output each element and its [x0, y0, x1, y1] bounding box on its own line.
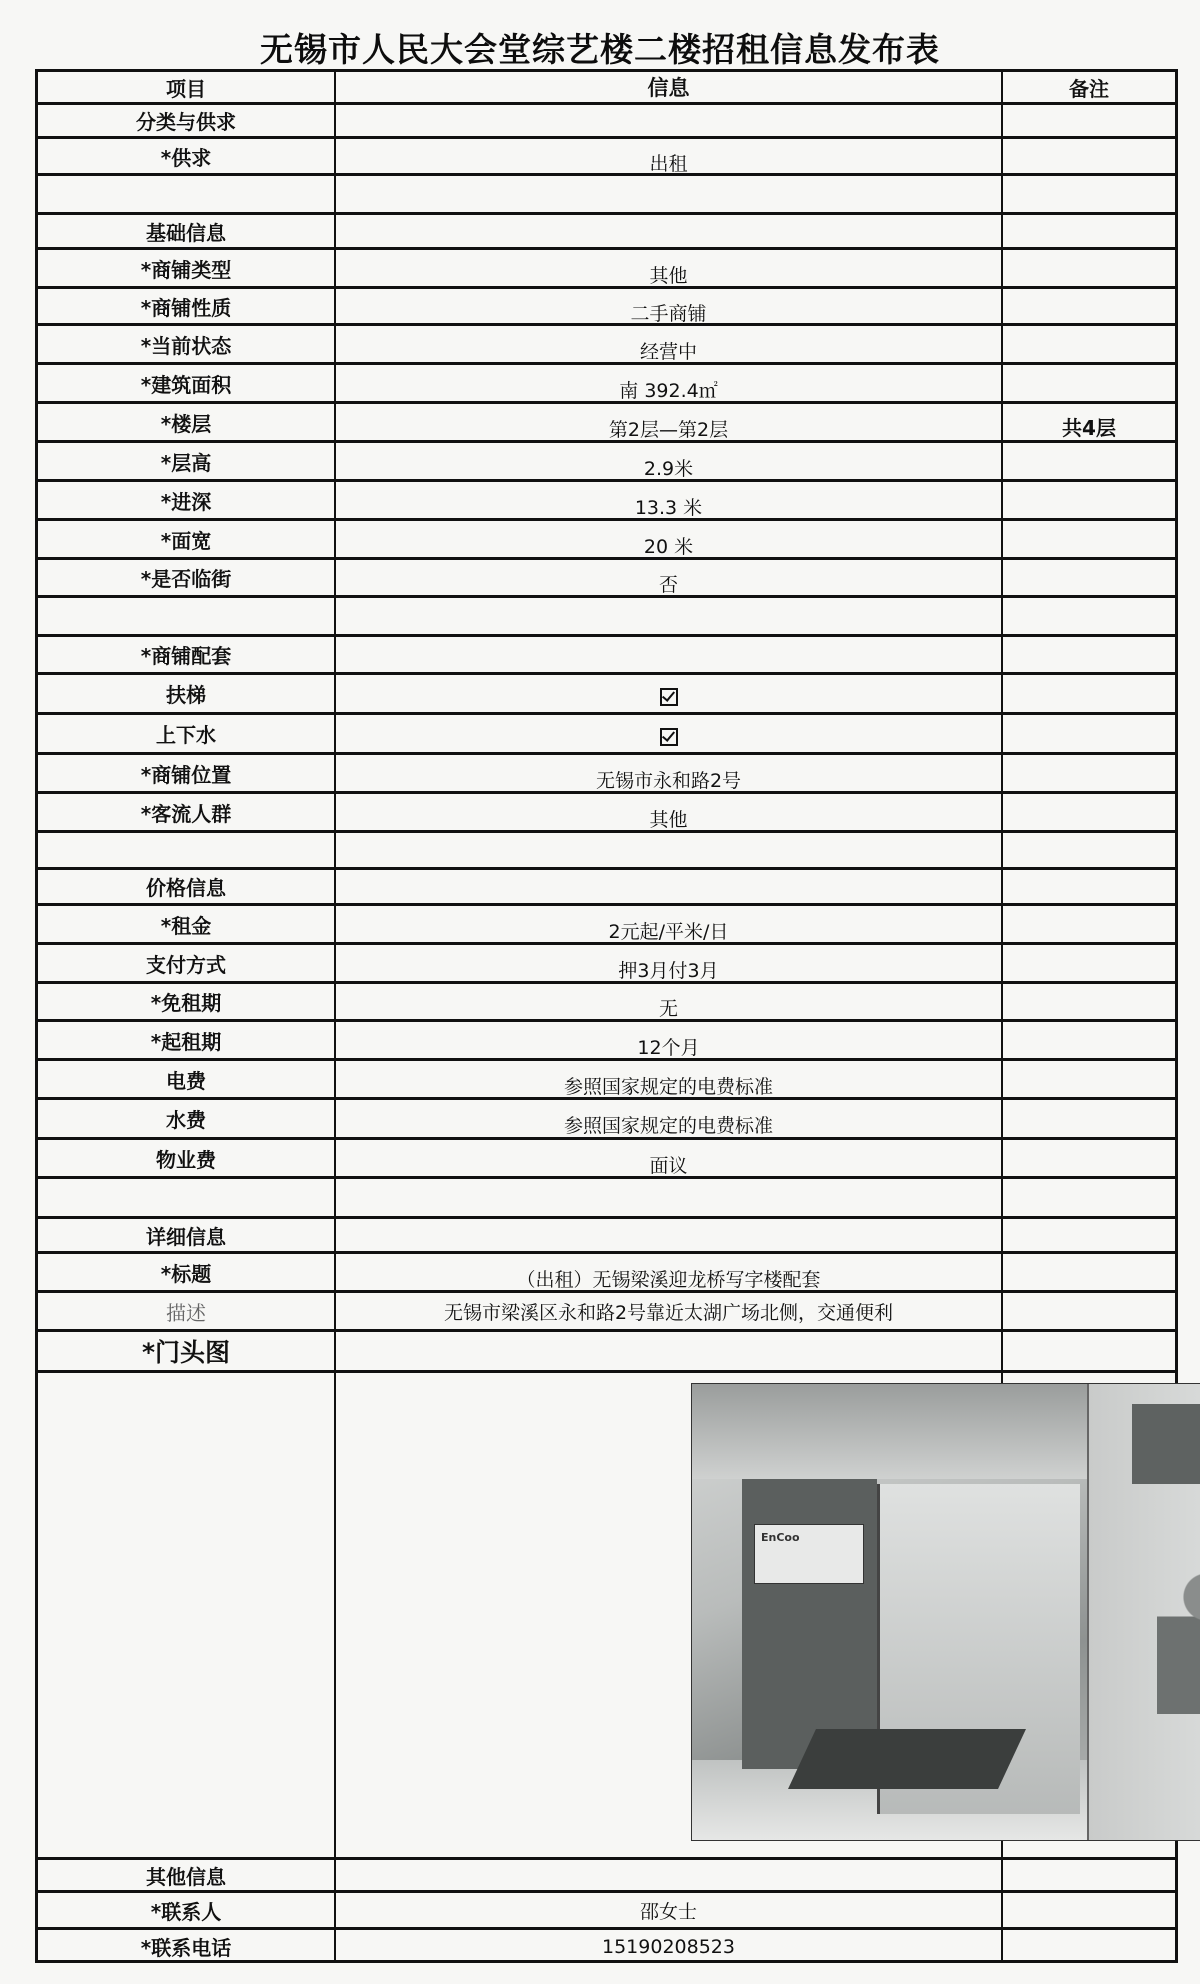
table-row: [38, 1100, 1175, 1140]
table-row: [38, 326, 1175, 365]
row-label: *起租期: [38, 1022, 336, 1058]
row-label: *商铺位置: [38, 755, 336, 791]
row-label: *门头图: [38, 1332, 336, 1370]
row-value: 二手商铺: [630, 302, 707, 325]
row-label: *客流人群: [38, 794, 336, 830]
row-value: 2元起/平米/日: [608, 920, 729, 943]
row-value: 13.3 米: [634, 496, 703, 519]
row-label: 物业费: [38, 1140, 336, 1176]
water-checkbox-icon[interactable]: [660, 728, 678, 746]
table-row: [38, 1893, 1175, 1930]
table-row-section-basic: [38, 215, 1175, 250]
table-row-photo: [38, 1373, 1175, 1860]
row-value: 参照国家规定的电费标准: [563, 1075, 773, 1098]
table-row: [38, 637, 1175, 675]
header-item: 项目: [38, 72, 336, 102]
row-label: *租金: [38, 906, 336, 942]
table-row-section-detail: [38, 1219, 1175, 1254]
table-row: [38, 715, 1175, 755]
table-row: [38, 443, 1175, 482]
table-row: [38, 1140, 1175, 1179]
header-remark: 备注: [1069, 76, 1109, 101]
table-row: [38, 1293, 1175, 1332]
row-value: 15190208523: [602, 1935, 735, 1958]
row-value: 其他: [649, 808, 688, 831]
row-label: 其他信息: [38, 1860, 336, 1890]
row-label: *供求: [38, 139, 336, 173]
rental-info-table: [35, 69, 1178, 1963]
table-row: [38, 521, 1175, 560]
row-value: 无: [658, 998, 678, 1020]
row-value: 面议: [649, 1154, 688, 1177]
row-label: 水费: [38, 1100, 336, 1137]
row-value: 出租: [649, 152, 688, 175]
row-label: 分类与供求: [38, 105, 336, 136]
table-row-blank: [38, 176, 1175, 215]
table-row-blank: [38, 1179, 1175, 1219]
table-row: [38, 365, 1175, 404]
header-info: 信息: [336, 72, 1003, 102]
row-value: 无锡市永和路2号: [595, 769, 742, 792]
table-row: [38, 1022, 1175, 1061]
row-label: 基础信息: [38, 215, 336, 247]
table-row-section-other: [38, 1860, 1175, 1893]
row-value: 无锡市梁溪区永和路2号靠近太湖广场北侧，交通便利: [443, 1301, 894, 1324]
row-label: *商铺类型: [38, 250, 336, 286]
document-title: 无锡市人民大会堂综艺楼二楼招租信息发布表: [260, 30, 940, 69]
table-row-section-classification: [38, 105, 1175, 139]
table-row: [38, 794, 1175, 833]
row-value: 否: [658, 574, 678, 596]
storefront-sign: EnCoo: [754, 1524, 864, 1584]
escalator-checkbox-icon[interactable]: [660, 688, 678, 706]
row-value: 第2层—第2层: [608, 418, 729, 441]
table-row: [38, 250, 1175, 289]
table-row: [38, 139, 1175, 176]
table-row: [38, 1332, 1175, 1373]
row-value: 押3月付3月: [618, 959, 719, 982]
table-row: [38, 675, 1175, 715]
row-label: *联系电话: [38, 1930, 336, 1963]
table-row: [38, 404, 1175, 443]
row-value: （出租）无锡梁溪迎龙桥写字楼配套: [516, 1268, 821, 1291]
row-label: *联系人: [38, 1893, 336, 1927]
table-row: [38, 1061, 1175, 1100]
row-label: 价格信息: [38, 870, 336, 903]
table-header-row: [38, 72, 1175, 105]
table-row: [38, 289, 1175, 326]
row-label: *商铺配套: [38, 637, 336, 672]
row-label: *进深: [38, 482, 336, 518]
row-label: 详细信息: [38, 1219, 336, 1251]
row-value: 12个月: [637, 1036, 700, 1059]
row-label: *楼层: [38, 404, 336, 440]
row-label: *是否临街: [38, 560, 336, 595]
row-label: *建筑面积: [38, 365, 336, 401]
row-value: 2.9米: [643, 457, 694, 480]
row-label: 描述: [38, 1293, 336, 1329]
row-label: 扶梯: [38, 675, 336, 712]
table-row: [38, 945, 1175, 984]
row-value: 其他: [649, 264, 688, 287]
row-value: 20 米: [643, 535, 694, 558]
row-label: *标题: [38, 1254, 336, 1290]
row-value: 南 392.4㎡: [619, 379, 718, 402]
row-remark: 共4层: [1062, 415, 1116, 440]
row-value: 邵女士: [639, 1900, 697, 1923]
table-row: [38, 1930, 1175, 1963]
row-label: *商铺性质: [38, 289, 336, 323]
row-label: *面宽: [38, 521, 336, 557]
table-row: [38, 560, 1175, 598]
table-row-section-price: [38, 870, 1175, 906]
row-label: 支付方式: [38, 945, 336, 981]
table-row: [38, 984, 1175, 1022]
table-row: [38, 1254, 1175, 1293]
table-row: [38, 755, 1175, 794]
row-label: 电费: [38, 1061, 336, 1097]
row-label: *当前状态: [38, 326, 336, 362]
row-value: 参照国家规定的电费标准: [563, 1115, 773, 1137]
row-label: *层高: [38, 443, 336, 479]
table-row: [38, 482, 1175, 521]
table-row-blank: [38, 833, 1175, 870]
row-value: 经营中: [639, 340, 697, 363]
row-label: *免租期: [38, 984, 336, 1019]
table-row: [38, 906, 1175, 945]
row-label: 上下水: [38, 715, 336, 752]
table-row-blank: [38, 598, 1175, 637]
